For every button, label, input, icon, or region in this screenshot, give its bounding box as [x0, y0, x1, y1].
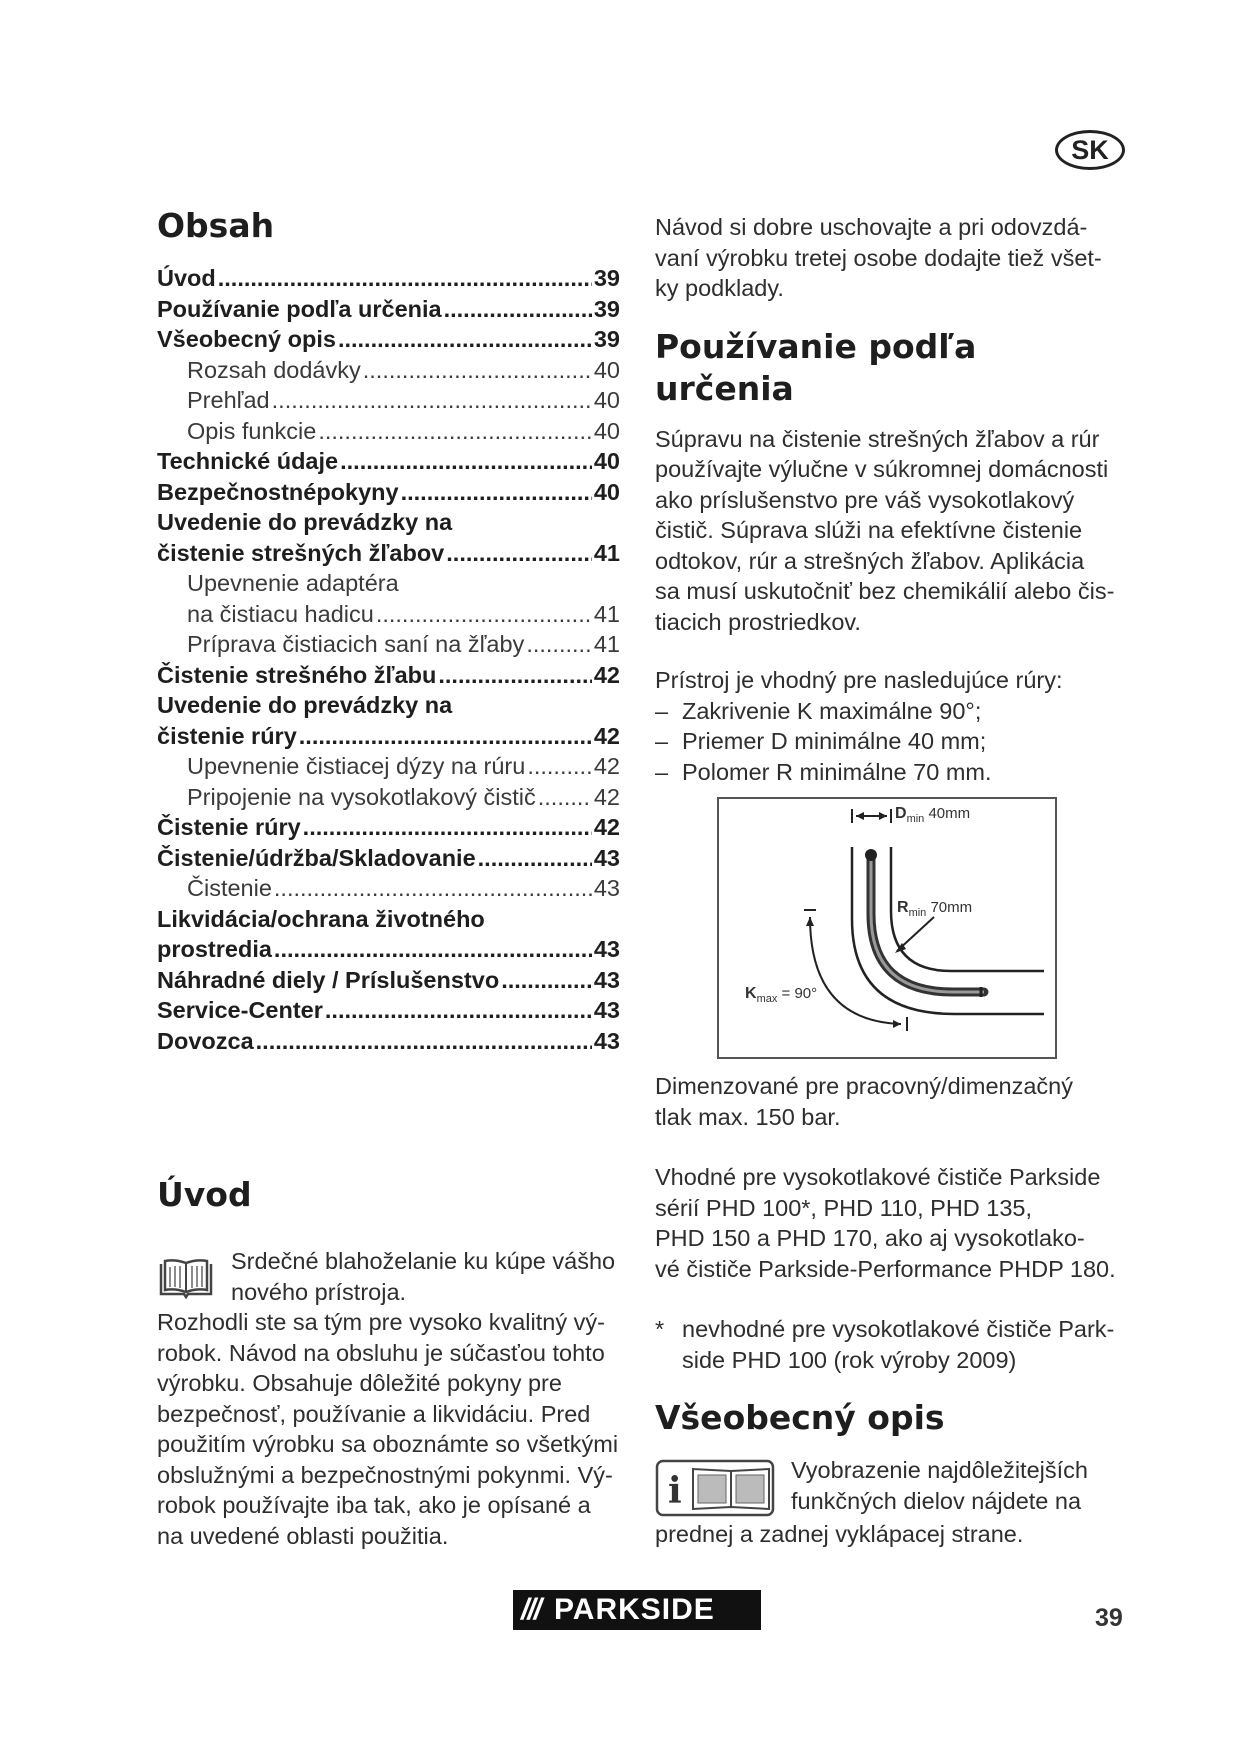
toc-entry-page: 42: [593, 661, 620, 688]
toc-entry: [157, 782, 620, 813]
toc-entry-page: 40: [593, 356, 620, 383]
toc-entry: [157, 385, 620, 416]
toc-entry: [157, 751, 620, 782]
toc-entry: [157, 812, 620, 843]
toc-entry-page: 40: [593, 448, 620, 474]
intro-line: robok. Návod na obsluhu je súčasťou tohto: [157, 1339, 605, 1366]
toc-entry-page: 43: [593, 1027, 620, 1054]
toc-entry-page: 42: [593, 814, 620, 840]
toc-entry: [157, 873, 620, 904]
toc-entry: [157, 1026, 620, 1057]
toc-entry-title: Bezpečnostnépokyny: [157, 478, 399, 505]
info-book-icon: [655, 1457, 775, 1519]
toc-entry: [157, 995, 620, 1026]
pressure-line: Dimenzované pre pracovný/dimenzačný: [655, 1073, 1073, 1099]
logo-slashes: ///: [521, 1593, 541, 1626]
toc-leader-dots: [299, 721, 592, 752]
toc-entry-title: Čistenie strešného žľabu: [157, 661, 437, 688]
toc-entry-title: Čistenie: [187, 875, 272, 901]
pipe-requirement-item: – Priemer D minimálne 40 mm;: [655, 726, 1135, 757]
toc-entry-page: 43: [593, 966, 620, 993]
intended-use-paragraph: [655, 424, 1135, 638]
toc-entry-page: 40: [593, 417, 620, 444]
toc-entry-page: 43: [593, 936, 620, 962]
toc-entry-title: čistenie strešných žľabov: [157, 539, 445, 566]
toc-entry-page: 40: [593, 387, 620, 413]
toc-leader-dots: [256, 1026, 592, 1057]
intro-line: obslužnými a bezpečnostnými pokynmi. Vý-: [157, 1461, 613, 1488]
svg-text:i: i: [668, 1470, 682, 1512]
toc-heading: Obsah: [157, 206, 275, 245]
toc-entry-page: 41: [593, 600, 620, 627]
toc-entry-page: 42: [593, 722, 620, 749]
toc-entry: [157, 965, 620, 996]
toc-leader-dots: [318, 416, 592, 447]
toc-leader-dots: [478, 843, 592, 874]
general-description-heading: Všeobecný opis: [655, 1398, 945, 1437]
toc-leader-dots: [526, 629, 592, 660]
r-label: $R_{min}$ 70mm: [897, 899, 973, 919]
toc-leader-dots: [338, 324, 592, 355]
toc-entry-title: Všeobecný opis: [157, 326, 336, 352]
toc-entry: [157, 660, 620, 691]
intro-icon-row: [157, 1246, 620, 1307]
toc-entry-page: 43: [593, 844, 620, 871]
suitable-line: vé čističe Parkside-Performance PHDP 180.: [655, 1255, 1116, 1282]
table-of-contents: [157, 263, 620, 1056]
intended-use-line: tiacich prostriedkov.: [655, 608, 861, 635]
intro-line: na uvedené oblasti použitia.: [157, 1522, 449, 1549]
pipes-intro: Prístroj je vhodný pre nasledujúce rúry:: [655, 667, 1063, 693]
footnote-star: *: [655, 1316, 665, 1342]
left-column: [157, 205, 620, 1551]
intended-use-line: Súpravu na čistenie strešných žľabov a rúr: [655, 425, 1100, 452]
toc-entry: [157, 446, 620, 477]
pipe-requirement-item: – Zakrivenie K maximálne 90°;: [655, 696, 1135, 727]
intended-use-line: používajte výlučne v súkromnej domácnosti: [655, 456, 1109, 482]
intro-icon-line-2: nového prístroja.: [231, 1278, 407, 1305]
general-icon-line-1: Vyobrazenie najdôležitejších: [791, 1457, 1088, 1483]
intro-heading: Úvod: [157, 1175, 252, 1214]
toc-entry: [157, 294, 620, 325]
pressure-line: tlak max. 150 bar.: [655, 1103, 841, 1130]
toc-entry-line1: Uvedenie do prevádzky na: [157, 692, 453, 718]
nozzle-tip: [865, 849, 877, 861]
intro-line: Rozhodli ste sa tým pre vysoko kvalitný vý-: [157, 1309, 605, 1335]
toc-entry-title: Používanie podľa určenia: [157, 295, 442, 322]
footnote: [655, 1314, 1135, 1375]
toc-leader-dots: [363, 355, 592, 386]
intro-line: výrobku. Obsahuje dôležité pokyny pre: [157, 1370, 562, 1396]
suitable-line: PHD 150 a PHD 170, ako aj vysokotlako-: [655, 1225, 1085, 1251]
toc-entry-title: Upevnenie čistiacej dýzy na rúru: [187, 753, 526, 779]
general-icon-line-2: funkčných dielov nájdete na: [791, 1487, 1082, 1514]
toc-entry: [157, 843, 620, 874]
intended-use-line: ako príslušenstvo pre váš vysokotlakový: [655, 486, 1075, 513]
toc-entry-page: 40: [593, 478, 620, 505]
k-label: $K_{max} = 90^\circ$: [745, 985, 818, 1005]
intended-use-line: čistič. Súprava slúži na efektívne čistenie: [655, 517, 1083, 543]
toc-entry-page: 39: [593, 295, 620, 322]
toc-entry-title: prostredia: [157, 936, 272, 962]
footnote-line: side PHD 100 (rok výroby 2009): [682, 1346, 1017, 1373]
intended-use-line: odtokov, rúr a strešných žľabov. Aplikácia: [655, 547, 1085, 574]
toc-entry-page: 42: [593, 753, 620, 779]
toc-leader-dots: [376, 599, 592, 630]
toc-entry-page: 42: [593, 783, 620, 810]
language-badge: [1055, 130, 1125, 170]
general-tail-line: prednej a zadnej vyklápacej strane.: [655, 1521, 1024, 1547]
toc-entry: [157, 355, 620, 386]
toc-entry: [157, 934, 620, 965]
toc-entry-title: na čistiacu hadicu: [187, 600, 374, 627]
parkside-logo: [513, 1590, 761, 1630]
toc-entry-title: Dovozca: [157, 1027, 254, 1054]
intro-line: použitím výrobku sa oboznámte so všetkými: [157, 1431, 619, 1457]
intro-line: robok používajte iba tak, ako je opísané a: [157, 1492, 591, 1518]
pressure-paragraph: [655, 1071, 1135, 1132]
toc-entry-title: Technické údaje: [157, 448, 339, 474]
toc-entry: [157, 629, 620, 660]
toc-entry-title: Prehľad: [187, 387, 270, 413]
toc-leader-dots: [501, 965, 592, 996]
toc-entry-title: Čistenie rúry: [157, 814, 301, 840]
toc-entry-page: 39: [593, 265, 620, 291]
toc-entry-line1: Likvidácia/ochrana životného: [157, 905, 485, 932]
suitable-line: Vhodné pre vysokotlakové čističe Parkside: [655, 1164, 1101, 1190]
toc-entry: [157, 263, 620, 294]
suitable-models-paragraph: [655, 1162, 1135, 1284]
toc-leader-dots: [527, 751, 592, 782]
intended-use-heading-line-2: určenia: [655, 368, 794, 408]
toc-leader-dots: [274, 873, 592, 904]
toc-entry: [157, 416, 620, 447]
toc-entry-title: Opis funkcie: [187, 417, 317, 444]
intro-line: bezpečnosť, používanie a likvidáciu. Pred: [157, 1400, 591, 1427]
intro-paragraph: [157, 1307, 620, 1551]
toc-entry-title: Rozsah dodávky: [187, 356, 361, 383]
keep-line: vaní výrobku tretej osobe dodajte tiež všet-: [655, 244, 1102, 271]
intro-icon-line-1: Srdečné blahoželanie ku kúpe vášho: [231, 1248, 616, 1274]
toc-entry: [157, 477, 620, 508]
toc-entry: [157, 324, 620, 355]
toc-leader-dots: [272, 385, 592, 416]
intended-use-line: sa musí uskutočniť bez chemikálií alebo čis-: [655, 578, 1115, 604]
toc-leader-dots: [303, 812, 592, 843]
toc-entry-page: 41: [593, 631, 620, 657]
intended-use-heading-line-1: Používanie podľa: [655, 326, 977, 366]
toc-leader-dots: [325, 995, 592, 1026]
toc-entry-title: Náhradné diely / Príslušenstvo: [157, 966, 500, 993]
logo-name: PARKSIDE: [554, 1593, 715, 1626]
footnote-line: nevhodné pre vysokotlakové čističe Park-: [682, 1316, 1115, 1342]
toc-entry-title: Čistenie/údržba/Skladovanie: [157, 844, 476, 871]
keep-line: Návod si dobre uschovajte a pri odovzdá-: [655, 214, 1088, 240]
toc-entry-title: Úvod: [157, 265, 216, 291]
toc-entry-page: 43: [593, 997, 620, 1023]
toc-entry-title: Service-Center: [157, 997, 323, 1023]
toc-entry-page: 43: [593, 875, 620, 901]
toc-entry-title: Príprava čistiacich saní na žľaby: [187, 631, 525, 657]
toc-entry-page: 41: [593, 539, 620, 566]
toc-entry-line1: Upevnenie adaptéra: [187, 570, 399, 596]
pipe-diagram-drawing: [719, 799, 1055, 1057]
toc-entry-title: Pripojenie na vysokotlakový čistič: [187, 783, 536, 810]
language-badge-text: SK: [1071, 134, 1109, 165]
toc-entry-page: 39: [593, 326, 620, 352]
toc-leader-dots: [444, 294, 592, 325]
keep-manual-paragraph: [655, 212, 1135, 304]
toc-leader-dots: [446, 538, 592, 569]
suitable-line: sérií PHD 100*, PHD 110, PHD 135,: [655, 1194, 1033, 1221]
right-column: [655, 212, 1135, 1550]
toc-entry: [157, 538, 620, 569]
general-icon-row: [655, 1455, 1135, 1519]
pipe-requirements-list: [655, 696, 1135, 788]
toc-leader-dots: [438, 660, 591, 691]
toc-entry: [157, 599, 620, 630]
toc-leader-dots: [340, 446, 592, 477]
d-label: $D_{min}$ 40mm: [895, 805, 971, 825]
toc-leader-dots: [401, 477, 592, 508]
toc-entry-line1: Uvedenie do prevádzky na: [157, 509, 453, 535]
keep-line: ky podklady.: [655, 275, 784, 301]
toc-leader-dots: [274, 934, 592, 965]
toc-leader-dots: [538, 782, 592, 813]
book-icon: [157, 1256, 215, 1302]
toc-entry: [157, 721, 620, 752]
toc-leader-dots: [218, 263, 592, 294]
toc-entry-title: čistenie rúry: [157, 722, 297, 749]
pipe-diagram: [717, 797, 1057, 1059]
pipe-requirement-item: – Polomer R minimálne 70 mm.: [655, 757, 1135, 788]
page-number: 39: [1095, 1604, 1123, 1632]
